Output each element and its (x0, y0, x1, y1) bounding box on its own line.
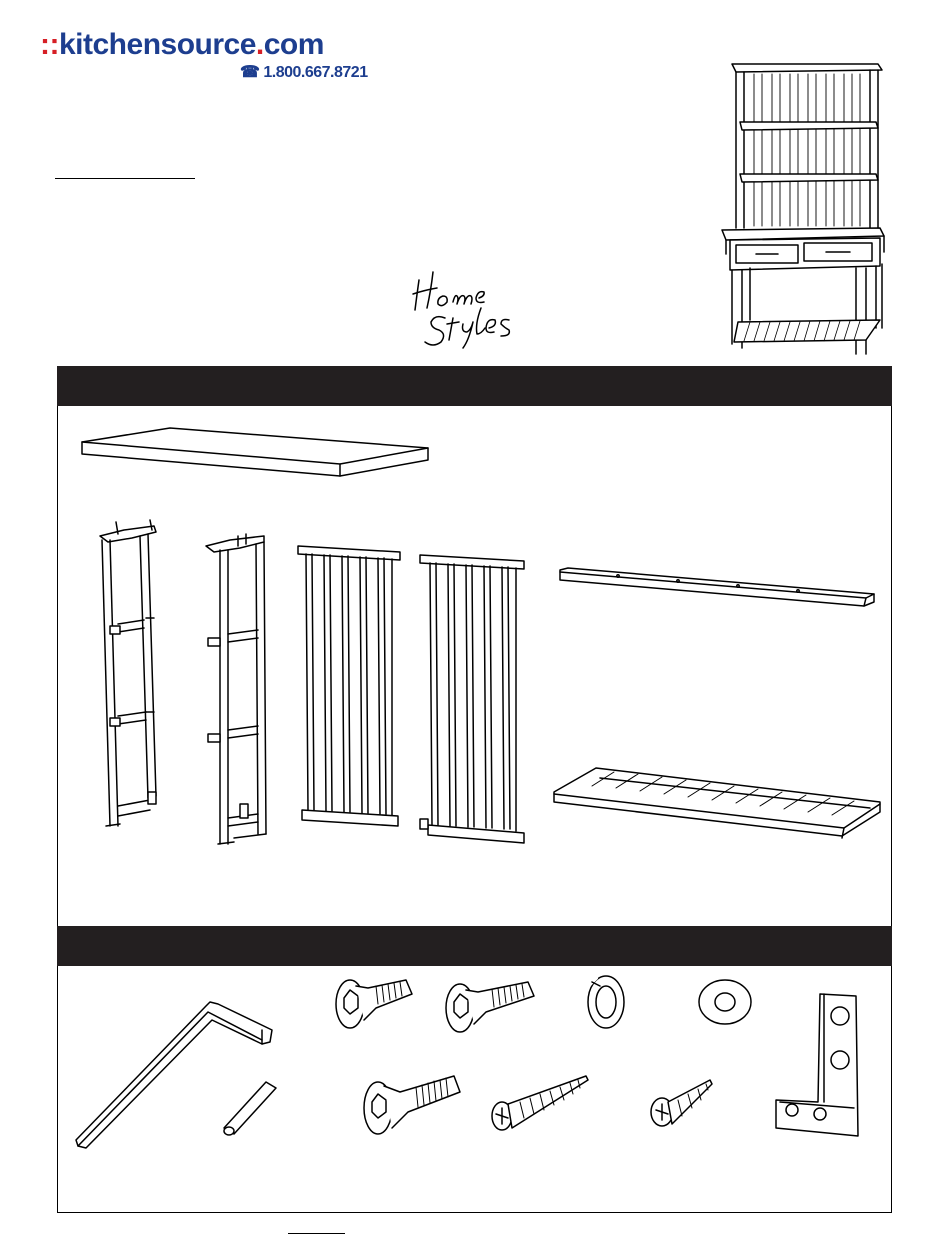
kitchensource-logo[interactable] (40, 30, 324, 60)
phone-number[interactable]: ☎ 1.800.667.8721 (240, 64, 368, 81)
logo-dots: :: (40, 28, 59, 61)
long-bolt-icon (360, 1074, 464, 1138)
right-side-frame-icon (200, 534, 270, 846)
l-bracket-icon (768, 992, 864, 1140)
page-footer-rule (288, 1233, 345, 1234)
logo-dot: . (255, 28, 264, 61)
home-styles-logo (405, 262, 545, 352)
slatted-shelf-icon (552, 766, 884, 840)
parts-list-header (57, 366, 892, 406)
hardware-list-header (57, 926, 892, 966)
short-wood-screw-icon (648, 1076, 716, 1128)
left-side-frame-icon (96, 520, 166, 830)
rail-icon (558, 566, 878, 610)
hutch-illustration (720, 58, 885, 358)
long-wood-screw-icon (488, 1074, 592, 1132)
title-underline (55, 178, 195, 179)
back-slat-panel-left-icon (296, 542, 406, 832)
back-slat-panel-right-icon (418, 553, 530, 847)
lock-washer-icon (582, 972, 630, 1032)
wood-dowel-icon (220, 1076, 280, 1136)
medium-bolt-icon (444, 980, 536, 1036)
top-panel-icon (80, 426, 430, 478)
logo-tld: com (263, 28, 324, 61)
short-bolt-icon (334, 976, 414, 1032)
logo-name: kitchensource (58, 28, 256, 61)
flat-washer-icon (696, 976, 754, 1028)
